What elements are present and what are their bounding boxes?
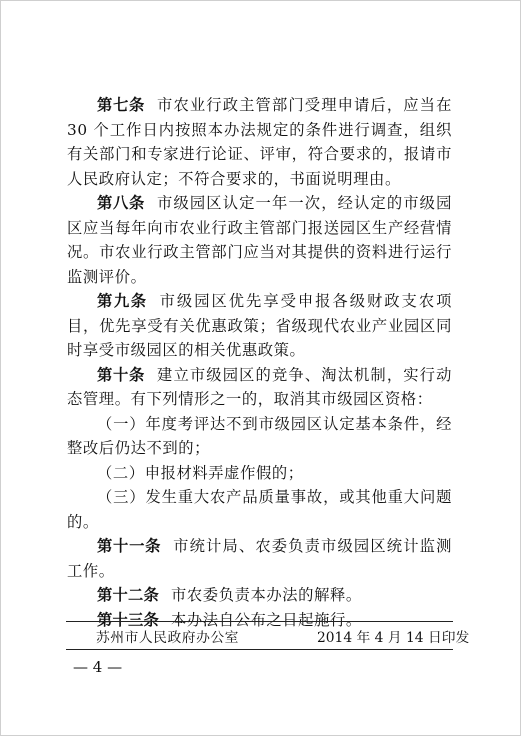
article-10-item-3	[67, 485, 452, 534]
article-10	[67, 363, 452, 412]
article-12-text: 市农委负责本办法的解释。	[171, 586, 362, 604]
article-9-label: 第九条	[97, 292, 148, 310]
article-7-text: 市农业行政主管部门受理申请后，应当在 30 个工作日内按照本办法规定的条件进行调查，组织有关部门和专家进行论证、评审，符合要求的，报请市人民政府认定；不符合要求的，书面说明理由。	[67, 96, 452, 188]
article-13-label: 第十三条	[97, 610, 159, 629]
article-10-item-1	[67, 412, 452, 461]
article-11-text: 市统计局、农委负责市级园区统计监测工作。	[67, 537, 452, 580]
article-12-label: 第十二条	[97, 586, 159, 604]
footer-top-rule	[66, 621, 453, 622]
article-10-item-3-text: （三）发生重大农产品质量事故，或其他重大问题的。	[67, 488, 452, 531]
article-13-text: 本办法自公布之日起施行。	[171, 610, 362, 629]
article-7-label: 第七条	[97, 96, 146, 114]
article-12	[67, 583, 452, 608]
page-number: — 4 —	[73, 658, 123, 676]
footer-issuer: 苏州市人民政府办公室	[96, 630, 239, 646]
document-body	[67, 93, 452, 632]
article-10-item-2-text: （二）申报材料弄虚作假的；	[97, 463, 304, 482]
article-8-label: 第八条	[97, 194, 146, 212]
article-8-text: 市级园区认定一年一次，经认定的市级园区应当每年向市农业行政主管部门报送园区生产经营情况。市农业行政主管部门应当对其提供的资料进行运行监测评价。	[67, 194, 452, 286]
article-11-label: 第十一条	[97, 537, 162, 555]
article-9	[67, 289, 452, 363]
article-10-label: 第十条	[97, 365, 146, 384]
article-9-text: 市级园区优先享受申报各级财政支农项目，优先享受有关优惠政策；省级现代农业产业园区同时享受市级园区的相关优惠政策。	[67, 292, 452, 359]
article-11	[67, 534, 452, 583]
article-10-item-2	[67, 461, 452, 486]
article-7	[67, 93, 452, 191]
article-10-item-1-text: （一）年度考评达不到市级园区认定基本条件，经整改后仍达不到的；	[67, 414, 452, 457]
article-8	[67, 191, 452, 289]
footer-bottom-rule	[66, 649, 453, 650]
footer-date: 2014 年 4 月 14 日印发	[317, 630, 470, 646]
article-10-text: 建立市级园区的竞争、淘汰机制，实行动态管理。有下列情形之一的，取消其市级园区资格：	[67, 365, 452, 408]
